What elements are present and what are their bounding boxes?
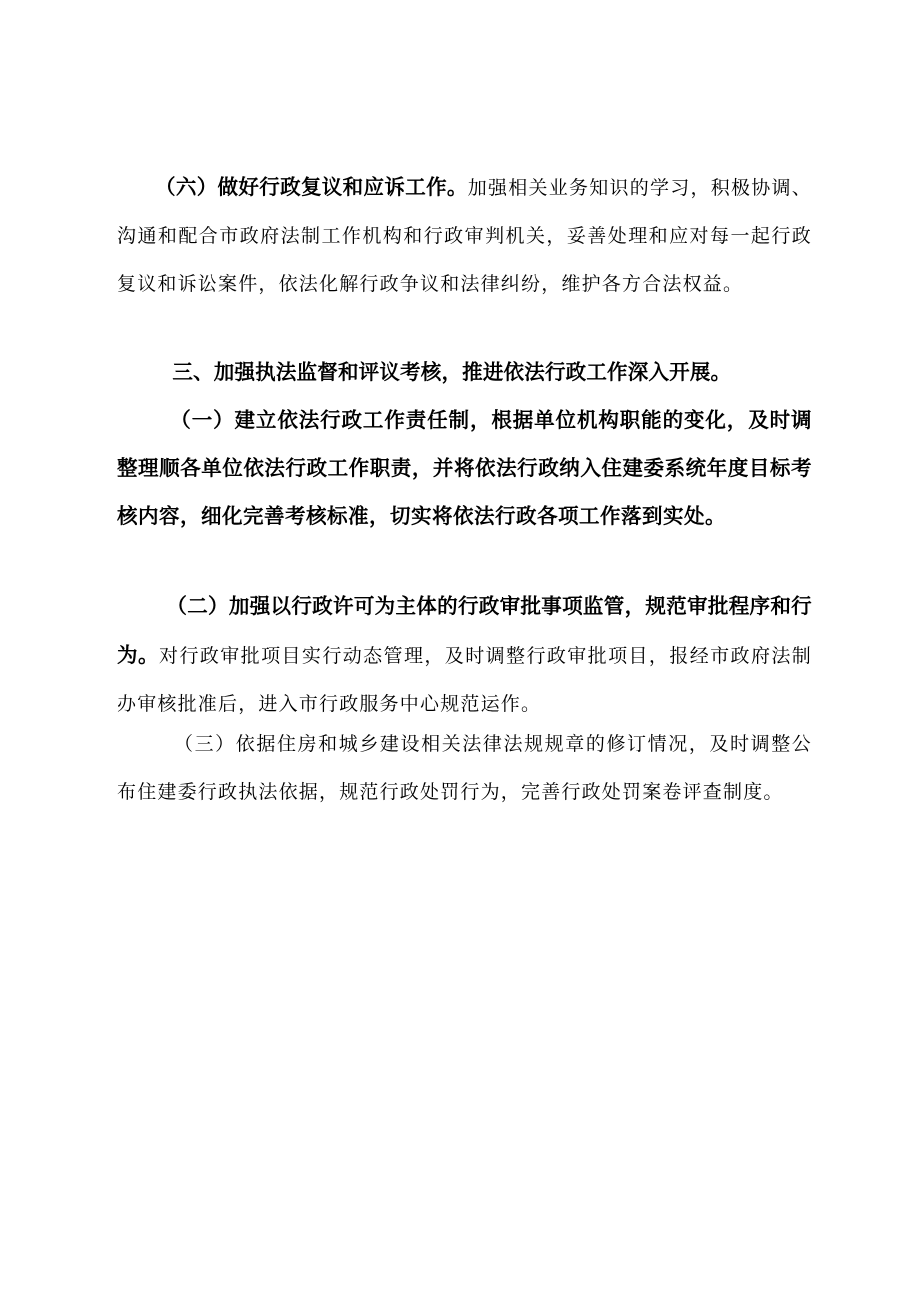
section-3-paragraph-2-body: 对行政审批项目实行动态管理，及时调整行政审批项目，报经市政府法制办审核批准后，进入市行政服务中心规范运作。: [117, 645, 812, 715]
paragraph-6: [117, 163, 812, 308]
paragraph-6-text: [117, 163, 812, 308]
section-3-paragraph-1: [117, 396, 812, 540]
section-3-paragraph-2-text: [117, 582, 812, 728]
section-3-heading: 三、加强执法监督和评议考核，推进依法行政工作深入开展。: [172, 360, 732, 384]
section-3-heading-block: [117, 348, 812, 396]
section-3-paragraph-3: [117, 720, 812, 816]
paragraph-6-body: 加强相关业务知识的学习，积极协调、沟通和配合市政府法制工作机构和行政审判机关，妥善处理和应对每一起行政复议和诉讼案件，依法化解行政争议和法律纠纷，维护各方合法权益。: [117, 177, 813, 295]
paragraph-6-lead: （六）做好行政复议和应诉工作。: [155, 175, 468, 199]
section-3-paragraph-1-text: （一）建立依法行政工作责任制，根据单位机构职能的变化，及时调整理顺各单位依法行政工作职责，并将依法行政纳入住建委系统年度目标考核内容，细化完善考核标准，切实将依法行政各项工作落到实处。: [117, 408, 812, 528]
section-3-paragraph-2: [117, 582, 812, 728]
section-3-paragraph-2-lead: （二）加强以行政许可为主体的行政审批事项监管，规范审批程序和行为。: [117, 594, 812, 667]
section-3-paragraph-3-text: （三）依据住房和城乡建设相关法律法规规章的修订情况，及时调整公布住建委行政执法依据，规范行政处罚行为，完善行政处罚案卷评查制度。: [117, 733, 812, 803]
